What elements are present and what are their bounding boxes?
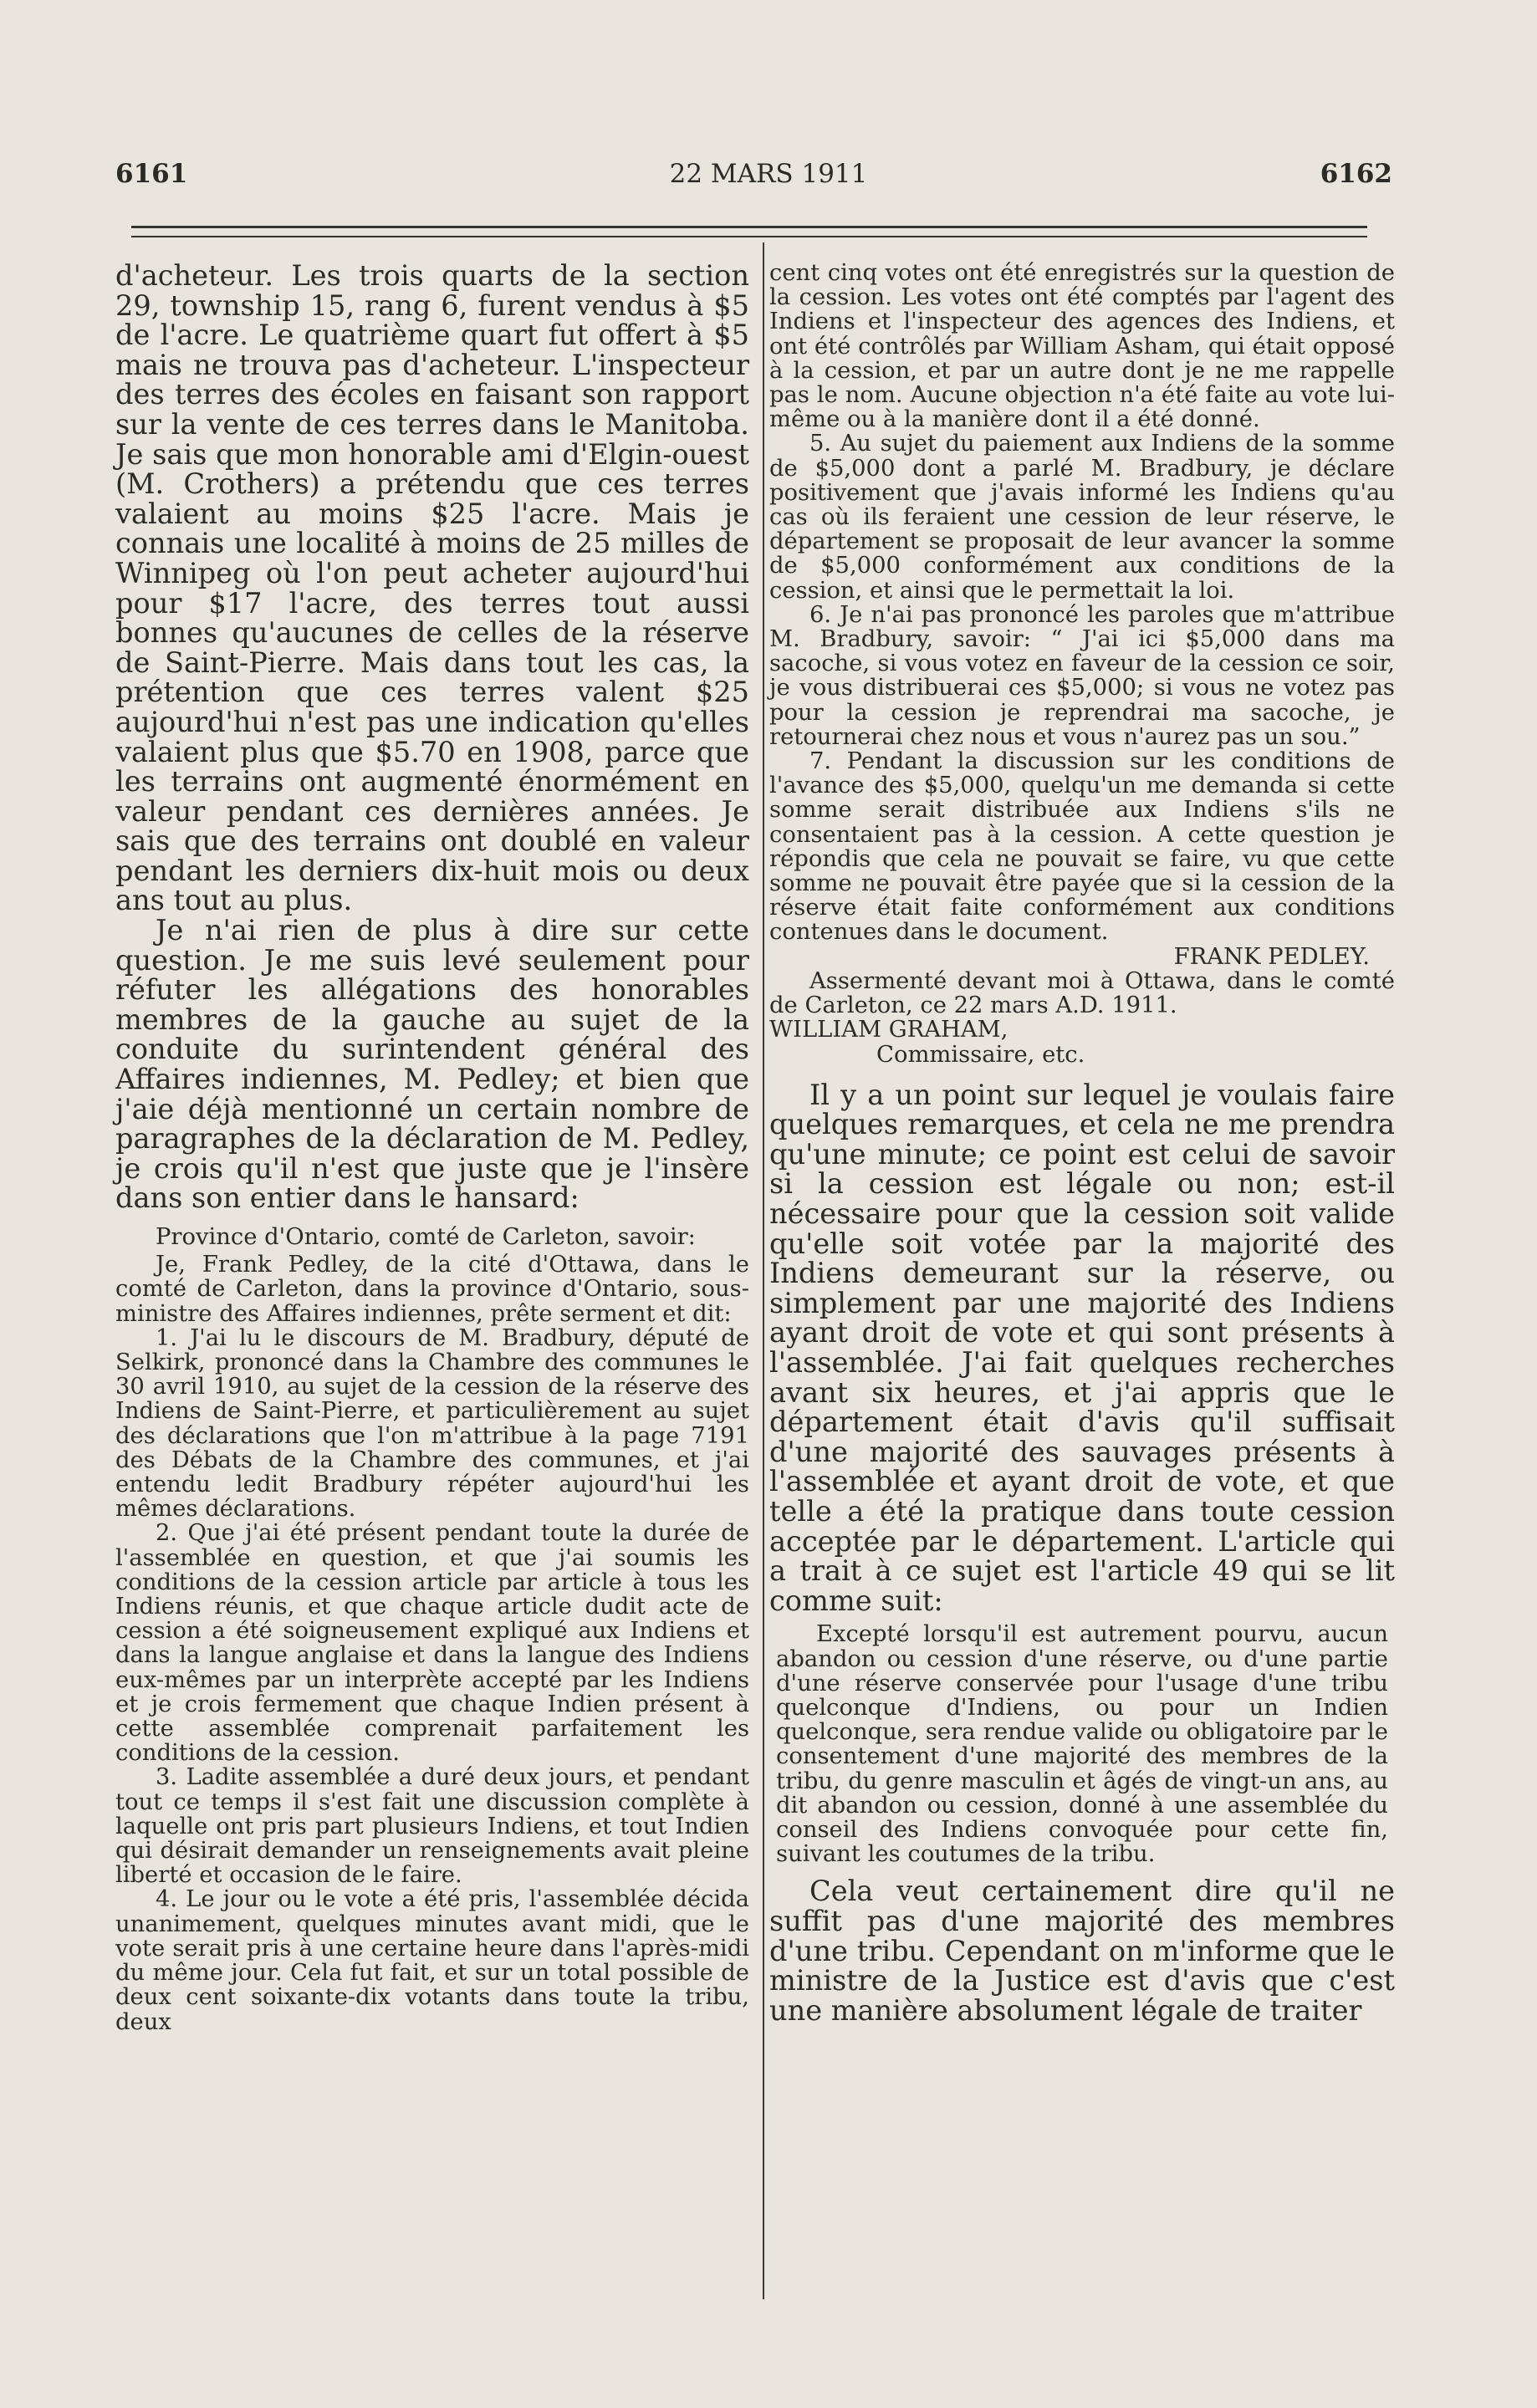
affidavit-item: cent cinq votes ont été enregistrés sur la question de la cession. Les votes ont été comptés par l'agent des Indiens et l'inspecteur des agences des Indiens, et ont été contrôlés par William Asham, qui était opposé à la cession, et par un autre dont je ne me rappelle pas le nom. Aucune objection n'a été faite au vote lui-même ou à la manière dont il a été donné.	[769, 260, 1395, 433]
page-number-right: 6162	[1320, 159, 1392, 189]
right-column	[769, 261, 1395, 2025]
affidavit-item: 1. J'ai lu le discours de M. Bradbury, député de Selkirk, prononcé dans la Chambre des communes le 30 avril 1910, au sujet de la cession de la réserve des Indiens de Saint-Pierre, et particulièrement au sujet des déclarations que l'on m'attribue à la page 7191 des Débats de la Chambre des communes, et j'ai entendu ledit Bradbury répéter aujourd'hui les mêmes déclarations.	[115, 1324, 749, 1523]
page-header	[0, 159, 1537, 209]
commissioner-name: WILLIAM GRAHAM,	[769, 1017, 1008, 1043]
speech-paragraph: d'acheteur. Les trois quarts de la section 29, township 15, rang 6, furent vendus à $5 de l'acre. Le quatrième quart fut offert à $5 mais ne trouva pas d'acheteur. L'inspecteur des terres des écoles en faisant son rapport sur la vente de ces terres dans le Manitoba. Je sais que mon honorable ami d'Elgin-ouest (M. Crothers) a prétendu que ces terres valaient au moins $25 l'acre. Mais je connais une localité à moins de 25 milles de Winnipeg où l'on peut acheter aujourd'hui pour $17 l'acre, des terres tout aussi bonnes qu'aucunes de celles de la réserve de Saint-Pierre. Mais dans tout les cas, la prétention que ces terres valent $25 aujourd'hui n'est pas une indication qu'elles valaient plus que $5.70 en 1908, parce que les terrains ont augmenté énormément en valeur pendant ces dernières années. Je sais que des terrains ont doublé en valeur pendant les derniers dix-huit mois ou deux ans tout au plus.	[115, 259, 749, 917]
page-number-left: 6161	[115, 159, 188, 189]
affidavit-item: 6. Je n'ai pas prononcé les paroles que m'attribue M. Bradbury, savoir: “ J'ai ici $5,000 dans ma sacoche, si vous votez en faveur de la cession ce soir, je vous distribuerai ces $5,000; si vous ne votez pas pour la cession je reprendrai ma sacoche, je retournerai chez nous et vous n'aurez pas un sou.”	[769, 601, 1395, 750]
affidavit-intro: Je, Frank Pedley, de la cité d'Ottawa, dans le comté de Carleton, dans la province d'Ontario, sous-ministre des Affaires indiennes, prête serment et dit:	[115, 1252, 749, 1327]
signature: FRANK PEDLEY.	[1173, 943, 1370, 970]
affidavit-heading: Province d'Ontario, comté de Carleton, savoir:	[156, 1224, 696, 1250]
affidavit-item: 5. Au sujet du paiement aux Indiens de la somme de $5,000 dont a parlé M. Bradbury, je déclare positivement que j'avais informé les Indiens qu'au cas où ils feraient une cession de leur réserve, le département se proposait de leur avancer la somme de $5,000 conformément aux conditions de la cession, et ainsi que le permettait la loi.	[769, 431, 1395, 604]
header-rule-thin	[131, 236, 1367, 237]
affidavit-item: 3. Ladite assemblée a duré deux jours, et pendant tout ce temps il s'est fait une discussion complète à laquelle ont pris part plusieurs Indiens, et tout Indien qui désirait demander un renseignements avait pleine liberté et occasion de le faire.	[115, 1764, 749, 1889]
page-date: 22 MARS 1911	[669, 159, 868, 189]
left-column	[115, 261, 749, 2034]
column-divider	[763, 242, 764, 2299]
speech-paragraph: Il y a un point sur lequel je voulais faire quelques remarques, et cela ne me prendra qu'une minute; ce point est celui de savoir si la cession est légale ou non; est-il nécessaire pour que la cession soit valide qu'elle soit votée par la majorité des Indiens demeurant sur la réserve, ou simplement par une majorité des Indiens ayant droit de vote et qui sont présents à l'assemblée. J'ai fait quelques recherches avant six heures, et j'ai appris que le département était d'avis qu'il suffisait d'une majorité des sauvages présents à l'assemblée et ayant droit de vote, et que telle a été la pratique dans toute cession acceptée par le département. L'article qui a trait à ce sujet est l'article 49 qui se lit comme suit:	[769, 1078, 1395, 1617]
affidavit-item: 7. Pendant la discussion sur les conditions de l'avance des $5,000, quelqu'un me demanda si cette somme serait distribuée aux Indiens s'ils ne consentaient pas à la cession. A cette question je répondis que cela ne pouvait se faire, vu que cette somme ne pouvait être payée que si la cession de la réserve était faite conformément aux conditions contenues dans le document.	[769, 748, 1395, 946]
commissioner-title: Commissaire, etc.	[876, 1041, 1085, 1068]
affidavit-item: 4. Le jour ou le vote a été pris, l'assemblée décida unanimement, quelques minutes avant midi, que le vote serait pris à une certaine heure dans l'après-midi du même jour. Cela fut fait, et sur un total possible de deux cent soixante-dix votants dans toute la tribu, deux	[115, 1886, 749, 2035]
speech-paragraph: Cela veut certainement dire qu'il ne suffit pas d'une majorité des membres d'une tribu. Cependant on m'informe que le ministre de la Justice est d'avis que c'est une manière absolument légale de traiter	[769, 1875, 1395, 2027]
affidavit-item: 2. Que j'ai été présent pendant toute la durée de l'assemblée en question, et que j'ai soumis les conditions de la cession article par article à tous les Indiens réunis, et que chaque article dudit acte de cession a été soigneusement expliqué aux Indiens et dans la langue anglaise et dans la langue des Indiens eux-mêmes par un interprète accepté par les Indiens et je crois fermement que chaque Indien présent à cette assemblée comprenait parfaitement les conditions de la cession.	[115, 1520, 749, 1767]
statute-quote: Excepté lorsqu'il est autrement pourvu, aucun abandon ou cession d'une réserve, ou d'une partie d'une réserve conservée pour l'usage d'une tribu quelconque d'Indiens, ou pour un Indien quelconque, sera rendue valide ou obligatoire par le consentement d'une majorité des membres de la tribu, du genre masculin et âgés de vingt-un ans, au dit abandon ou cession, donné à une assemblée du conseil des Indiens convoquée pour cette fin, suivant les coutumes de la tribu.	[776, 1621, 1388, 1868]
sworn-statement: Assermenté devant moi à Ottawa, dans le comté de Carleton, ce 22 mars A.D. 1911.	[769, 967, 1395, 1019]
header-rule	[131, 226, 1367, 228]
speech-paragraph: Je n'ai rien de plus à dire sur cette question. Je me suis levé seulement pour réfuter les allégations des honorables membres de la gauche au sujet de la conduite du surintendent général des Affaires indiennes, M. Pedley; et bien que j'aie déjà mentionné un certain nombre de paragraphes de la déclaration de M. Pedley, je crois qu'il n'est que juste que je l'insère dans son entier dans le hansard:	[115, 914, 749, 1215]
